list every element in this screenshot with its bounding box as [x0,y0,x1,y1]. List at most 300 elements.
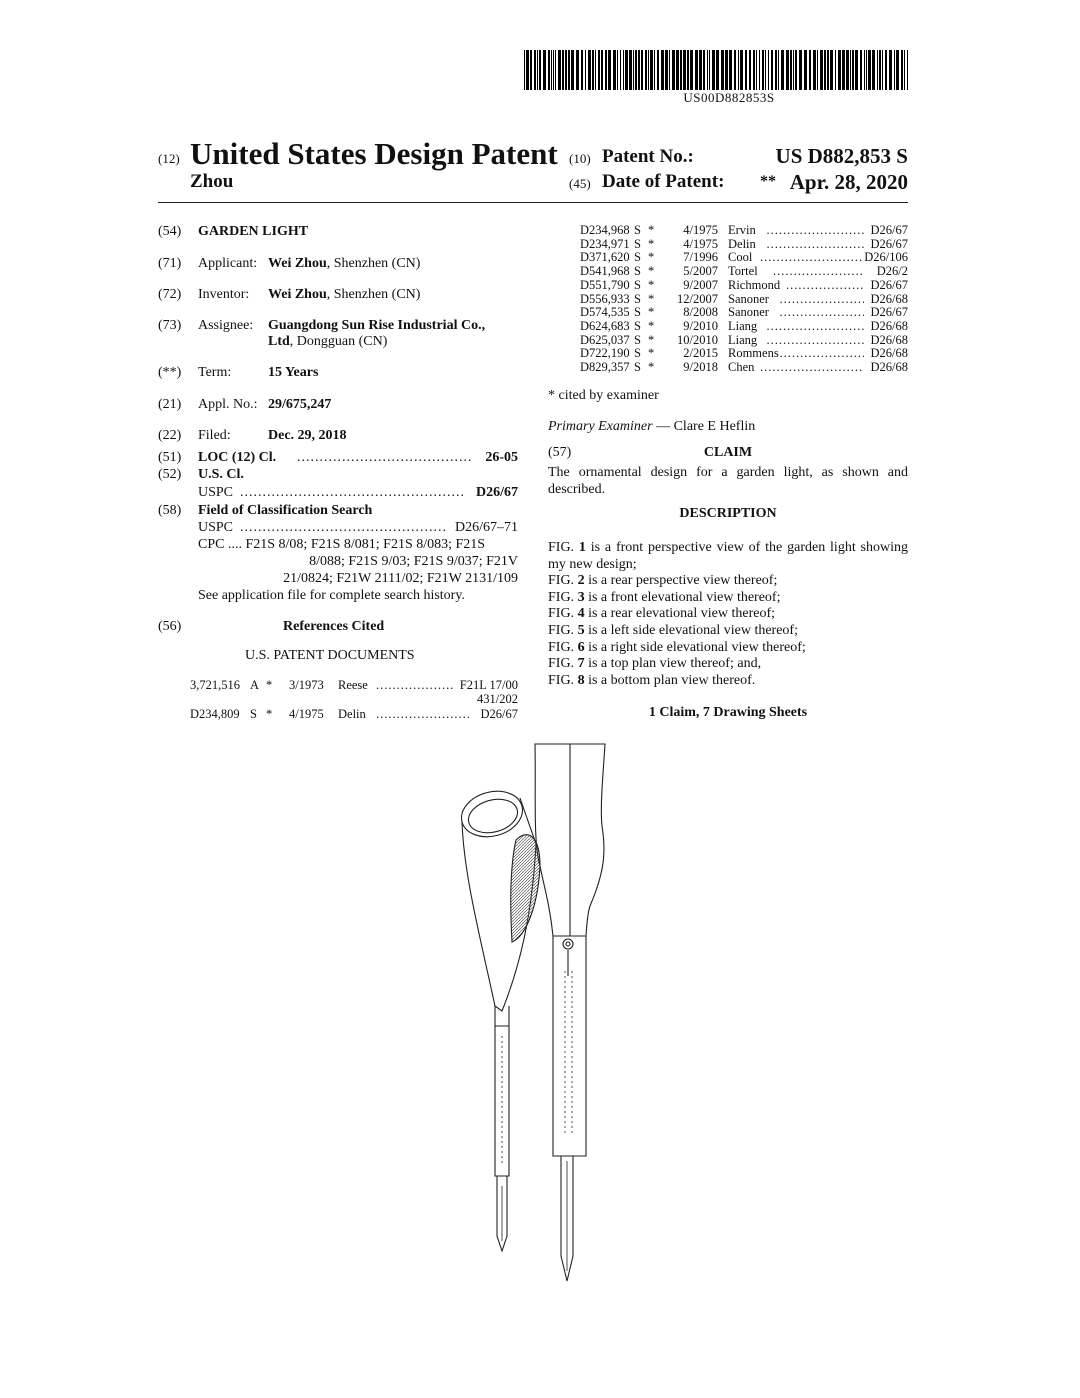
spacer [718,320,728,334]
barcode-bar [555,50,556,90]
fig-prefix: FIG. [548,622,578,638]
ref-leader [780,293,865,307]
inventor-code: (72) [158,287,182,302]
barcode-bar [846,50,849,90]
fig-text: is a bottom plan view thereof. [584,672,756,688]
barcode-bar [885,50,887,90]
field-uspc-leader [240,520,446,536]
spacer [718,251,728,265]
barcode-bar [683,50,686,90]
ref-star: * [648,264,655,279]
fig-prefix: FIG. [548,656,578,672]
barcode-bar [654,50,655,90]
barcode-bar [830,50,833,90]
ref-leader [767,224,865,238]
barcode-bar [650,50,653,90]
barcode-bar [526,50,529,90]
claim-text: The ornamental design for a garden light, as shown and described. [548,465,908,497]
ref-date: 7/1996 [683,250,718,265]
term-stars: ** [760,173,776,190]
ref-name [728,224,908,238]
uspc-label: USPC [198,485,234,500]
ref-star: * [648,346,655,361]
barcode-bar [539,50,541,90]
barcode-bar [781,50,784,90]
examiner-name: — Clare E Heflin [656,419,756,434]
barcode-bar [641,50,643,90]
reference-row [580,279,908,293]
ref-number: D722,190 [580,346,630,361]
ref-star: * [266,678,273,692]
references-table [580,224,908,375]
fig-text: is a rear elevational view thereof; [584,606,776,622]
field-label: Field of Classification Search [198,503,373,518]
barcode-bar [809,50,811,90]
barcode-bar [537,50,538,90]
barcode-bar [562,50,564,90]
ref-class: D26/67 [870,277,908,292]
barcode-bar [721,50,724,90]
barcode-bar [759,50,760,90]
patent-number: US D882,853 S [775,144,908,168]
ref-date: 9/2010 [683,318,718,333]
fig-number: 6 [577,639,585,655]
ref-star: * [648,236,655,251]
ref-kind: S [634,264,641,279]
reference-row [580,347,908,361]
barcode-bar [860,50,862,90]
code-12: (12) [158,151,180,166]
barcode-bar [775,50,777,90]
figure-description [548,640,908,657]
ref-star: * [648,360,655,375]
ref-date: 4/1975 [683,236,718,251]
barcode-bar [695,50,698,90]
ref-star: * [648,250,655,265]
reference-row [580,361,908,375]
ref-class: D26/67 [870,305,908,320]
barcode-bar [889,50,892,90]
ref-name: Delin [338,707,366,721]
barcode-bar [565,50,567,90]
ref-kind: S [634,250,641,265]
inventor-name: Wei Zhou [268,287,327,302]
barcode-bar [907,50,908,90]
term-code: (**) [158,365,182,380]
reference-row [580,320,908,334]
ref-class: D26/67 [480,707,518,721]
barcode-bar [824,50,826,90]
ref-name [728,320,908,334]
barcode-bar [581,50,583,90]
assignee-code: (73) [158,318,182,333]
barcode-bar [835,50,836,90]
barcode-bar [749,50,751,90]
patent-no-label: Patent No.: [602,146,694,167]
see-application: See application file for complete search history. [198,588,465,603]
claim-heading: CLAIM [703,445,753,460]
assignee-location: , Dongguan (CN) [289,334,388,349]
barcode-bar [633,50,634,90]
spacer [718,347,728,361]
ref-kind: S [634,277,641,292]
ref-leader [780,306,865,320]
barcode-bar [762,50,764,90]
barcode-bar [629,50,632,90]
barcode-bar [901,50,903,90]
ref-class-secondary: 431/202 [477,692,518,706]
barcode-bar [638,50,640,90]
appl-code: (21) [158,397,182,412]
barcode-bar [852,50,854,90]
ref-name-text: Liang [728,332,758,347]
barcode-bar [804,50,807,90]
ref-date: 10/2010 [677,332,718,347]
barcode-bar [879,50,881,90]
patent-date: Apr. 28, 2020 [789,170,908,194]
barcode-bar [729,50,732,90]
barcode-bar [625,50,628,90]
loc-value: 26-05 [485,450,518,465]
reference-row [580,224,908,238]
uspc-leader [240,485,466,501]
barcode-bar [588,50,591,90]
ref-date: 8/2008 [683,305,718,320]
ref-kind: S [634,305,641,320]
assignee-label: Assignee: [198,318,254,333]
ref-name-text: Liang [728,318,758,333]
ref-date: 2/2015 [683,346,718,361]
examiner-label: Primary Examiner [548,419,653,434]
fig-text: is a front perspective view of the garden light showing my new design; [548,540,908,572]
barcode-bar [740,50,743,90]
barcode-bar [617,50,618,90]
ref-number: D556,933 [580,291,630,306]
applicant-field [268,256,420,272]
barcode-bar [820,50,823,90]
barcode-bar [592,50,594,90]
ref-kind: S [250,707,257,721]
fig-number: 2 [577,573,585,589]
inventor-location: , Shenzhen (CN) [326,287,421,302]
fig-prefix: FIG. [548,540,579,555]
barcode-bar [864,50,865,90]
uscl-code: (52) [158,467,182,482]
barcode-bar [703,50,705,90]
cpc-line3: 21/0824; F21W 2111/02; F21W 2131/109 [283,571,518,586]
uscl-label: U.S. Cl. [198,467,244,482]
ref-class: D26/67 [870,236,908,251]
reference-row [190,707,518,721]
barcode-bar [734,50,736,90]
barcode-bar [838,50,841,90]
field-uspc-label: USPC [198,520,234,535]
barcode-bar [765,50,766,90]
us-documents-title: U.S. PATENT DOCUMENTS [245,648,415,663]
fig-text: is a front elevational view thereof; [584,589,781,605]
reference-row [580,306,908,320]
inventor-surname: Zhou [190,171,234,192]
barcode-bar [620,50,621,90]
field-uspc-value: D26/67–71 [455,520,518,535]
ref-name [728,306,908,320]
ref-star: * [648,305,655,320]
inventor-field [268,287,420,303]
ref-leader [376,678,454,692]
term-value: 15 Years [268,365,319,380]
code-45: (45) [569,176,591,191]
ref-number: D625,037 [580,332,630,347]
claim-code: (57) [548,445,572,460]
barcode-bar [786,50,789,90]
barcode-bar [707,50,708,90]
barcode-bar [657,50,659,90]
field-code: (58) [158,503,182,518]
barcode-bar [904,50,905,90]
ref-class: D26/106 [864,250,908,265]
ref-name [728,361,908,375]
ref-leader [767,238,865,252]
barcode-bar [712,50,715,90]
ref-number: D624,683 [580,318,630,333]
ref-name [728,293,908,307]
ref-class: D26/2 [876,264,908,279]
ref-name [728,279,908,293]
document-title: United States Design Patent [190,136,558,171]
barcode-bar [613,50,616,90]
term-label: Term: [198,365,232,380]
ref-class: D26/67 [870,223,908,237]
invention-title: GARDEN LIGHT [198,224,309,239]
ref-name [728,251,908,265]
ref-name: Reese [338,678,368,692]
barcode-bar [524,50,525,90]
barcode-bar [687,50,689,90]
ref-class: D26/68 [870,360,908,375]
primary-examiner [548,419,755,435]
assignee-line2 [268,334,387,350]
barcode-bar [790,50,792,90]
ref-leader [780,347,865,361]
ref-name [728,238,908,252]
fig-number: 5 [577,622,585,638]
ref-kind: S [634,318,641,333]
applicant-label: Applicant: [198,256,258,271]
barcode-bar [672,50,675,90]
appl-label: Appl. No.: [198,397,258,412]
reference-row [580,238,908,252]
figure-description [548,590,908,607]
barcode-bar [601,50,603,90]
ref-kind: S [634,346,641,361]
ref-date: 9/2007 [683,277,718,292]
filed-code: (22) [158,428,182,443]
barcode-bar [866,50,867,90]
cpc-line1: CPC .... F21S 8/08; F21S 8/081; F21S 8/083; F21S [198,537,486,552]
figure-list [548,540,908,689]
ref-name-text: Tortel [728,264,758,279]
barcode-bar [753,50,755,90]
fig-number: 7 [577,656,585,672]
ref-kind: S [634,291,641,306]
fig-prefix: FIG. [548,672,578,688]
ref-date: 5/2007 [683,264,718,279]
spacer [718,279,728,293]
ref-class: F21L 17/00 [459,678,518,692]
reference-row [580,334,908,348]
barcode-bar [725,50,728,90]
refs-code: (56) [158,619,182,634]
barcode-bar [896,50,899,90]
ref-date: 4/1975 [683,223,718,237]
ref-name-text: Chen [728,360,755,375]
assignee-line1: Guangdong Sun Rise Industrial Co., [268,318,486,333]
ref-class: D26/68 [870,318,908,333]
ref-kind: S [634,360,641,375]
appl-value: 29/675,247 [268,397,332,412]
reference-row [190,678,518,692]
barcode-bar [665,50,668,90]
barcode-bar [595,50,596,90]
ref-star: * [648,291,655,306]
barcode-bar [882,50,883,90]
document-number: US00D882853S [683,90,775,105]
barcode-bar [738,50,739,90]
ref-leader [786,279,864,293]
barcode-bar [585,50,586,90]
ref-number: D551,790 [580,277,630,292]
cited-by-examiner: * cited by examiner [548,388,659,403]
fig-text: is a left side elevational view thereof; [584,622,798,638]
fig-text: is a rear perspective view thereof; [584,573,778,589]
filed-value: Dec. 29, 2018 [268,428,347,443]
ref-name-text: Delin [728,236,756,251]
ref-kind: S [634,223,641,237]
spacer [718,293,728,307]
ref-name-text: Cool [728,250,753,265]
fig-number: 4 [577,606,585,622]
ref-kind: S [634,332,641,347]
barcode-bar [756,50,757,90]
barcode-bar [608,50,611,90]
barcode-bar [530,50,532,90]
ref-number: D234,968 [580,223,630,237]
barcode-bar [795,50,797,90]
ref-name [728,334,908,348]
header-rule [158,202,908,203]
ref-name [728,347,908,361]
ref-star: * [648,277,655,292]
spacer [718,238,728,252]
ref-number: D234,971 [580,236,630,251]
date-label: Date of Patent: [602,171,725,192]
reference-row [580,265,908,279]
barcode-bar [813,50,816,90]
ref-leader [376,707,470,721]
barcode-bar [827,50,829,90]
claims-sheets-summary: 1 Claim, 7 Drawing Sheets [648,705,808,720]
barcode-bar [605,50,607,90]
barcode-bar [551,50,552,90]
ref-date: 12/2007 [677,291,718,306]
light-front-view [535,744,605,1281]
figure-description [548,673,908,690]
barcode-bar [623,50,624,90]
barcode-bar [894,50,895,90]
applicant-location: , Shenzhen (CN) [326,256,421,271]
ref-name [728,265,908,279]
barcode-bar [771,50,773,90]
fig-text: is a right side elevational view thereof; [584,639,806,655]
figure-description [548,656,908,673]
barcode-bar [661,50,664,90]
barcode-bar [669,50,670,90]
figure-description [548,606,908,623]
barcode-bar [676,50,679,90]
ref-name-text: Sanoner [728,291,769,306]
barcode-bar [576,50,579,90]
fig-prefix: FIG. [548,573,578,589]
references-cited-title: References Cited [283,619,385,634]
ref-kind: A [250,678,260,692]
uspc-value: D26/67 [476,485,518,500]
ref-number: D541,968 [580,264,630,279]
barcode-bar [548,50,550,90]
barcode-bar [690,50,693,90]
title-code: (54) [158,224,182,239]
barcode-bar [868,50,871,90]
fig-prefix: FIG. [548,589,578,605]
barcode-bar [877,50,878,90]
ref-leader [773,265,864,279]
code-10: (10) [569,151,591,166]
figure-description [548,540,908,573]
barcode-bar [699,50,702,90]
ref-class: D26/68 [870,291,908,306]
barcode-bar [645,50,647,90]
ref-number: D371,620 [580,250,630,265]
barcode-bar [872,50,875,90]
ref-class: D26/68 [870,346,908,361]
barcode-bar [558,50,561,90]
ref-leader [767,320,865,334]
figure-description [548,573,908,590]
barcode-bar [598,50,600,90]
ref-number: D829,357 [580,360,630,375]
barcode-bar [571,50,574,90]
barcode-bar [534,50,536,90]
ref-class: D26/68 [870,332,908,347]
garden-light-drawing [440,736,640,1296]
ref-date: 4/1975 [289,707,324,721]
fig-number: 8 [577,672,585,688]
barcode [524,50,908,90]
ref-date: 9/2018 [683,360,718,375]
barcode-bar [778,50,779,90]
barcode-bar [680,50,682,90]
applicant-code: (71) [158,256,182,271]
ref-kind: S [634,236,641,251]
barcode-bar [793,50,794,90]
ref-star: * [266,707,273,721]
inventor-label: Inventor: [198,287,250,302]
ref-star: * [648,318,655,333]
ref-leader [760,361,864,375]
ref-name-text: Sanoner [728,305,769,320]
spacer [718,334,728,348]
filed-label: Filed: [198,428,231,443]
loc-code: (51) [158,450,182,465]
